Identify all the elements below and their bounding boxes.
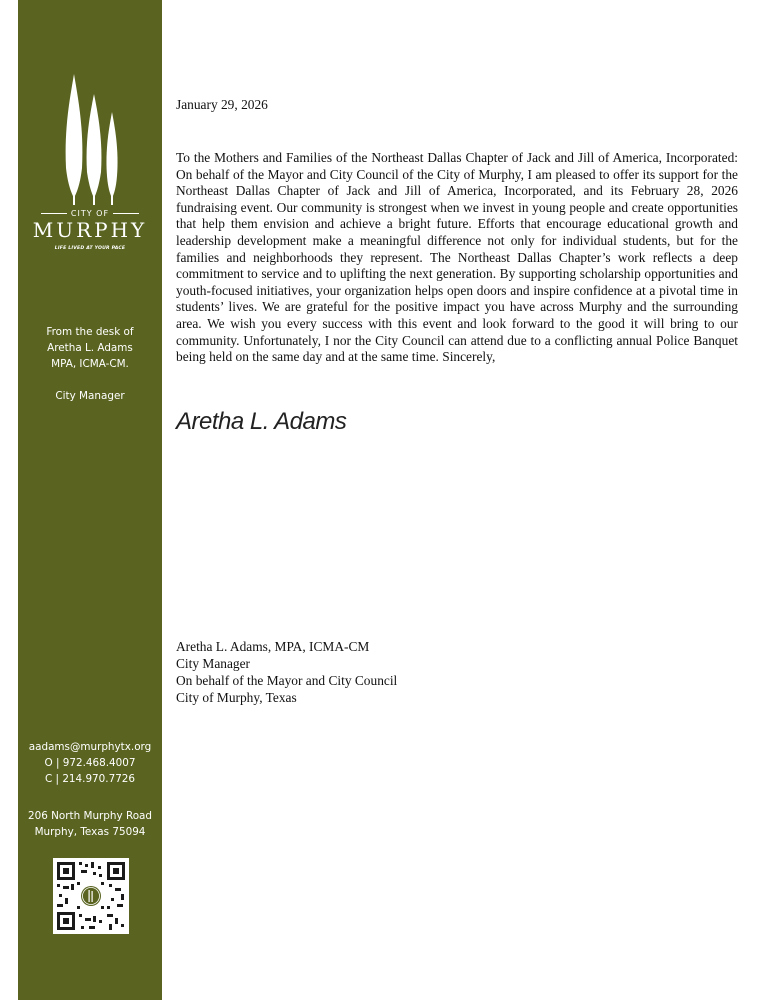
contact-cell-phone[interactable]: C | 214.970.7726 xyxy=(44,773,136,785)
desk-line-2: Aretha L. Adams xyxy=(47,342,133,354)
closing-title: City Manager xyxy=(176,656,251,671)
letter-date: January 29, 2026 xyxy=(176,97,268,112)
contact-email[interactable]: aadams@murphytx.org xyxy=(28,741,152,753)
address-city: Murphy, Texas 75094 xyxy=(34,826,146,838)
closing-name: Aretha L. Adams, MPA, ICMA-CM xyxy=(176,639,370,654)
closing-city: City of Murphy, Texas xyxy=(176,690,297,705)
logo-tagline: LIFE LIVED AT YOUR PACE xyxy=(54,246,126,251)
logo-city-name: MURPHY xyxy=(32,218,148,242)
signature: Aretha L. Adams xyxy=(176,408,347,435)
closing-behalf: On behalf of the Mayor and City Council xyxy=(176,673,398,688)
contact-block xyxy=(18,739,162,787)
letter-body: To the Mothers and Families of the Northeast Dallas Chapter of Jack and Jill of America, Incorporated: On behalf of the Mayor and City Council of the City of Murphy, I am pleased to offer its support for the Northeast Dallas Chapter of Jack and Jill of America, Incorporated, and its February 28, 2026 fundraising event. Our community is strongest when we invest in young people and create opportunities that help them envision and achieve a bright future. Efforts that encourage educational growth and leadership development make a meaningful difference not only for individual students, but for the families and neighborhoods they represent. The Northeast Dallas Chapter’s work reflects a deep commitment to service and to uplifting the next generation. By supporting scholarship opportunities and youth-focused initiatives, your organization helps open doors and inspire confidence at a pivotal time in students’ lives. We are grateful for the positive impact you have across Murphy and the surrounding area. We wish you every success with this event and look forward to the good it will bring to our community. Unfortunately, I nor the City Council can attend due to a conflicting annual Police Banquet being held on the same day and at the same time. Sincerely, xyxy=(176,150,738,365)
desk-title: City Manager xyxy=(55,390,125,402)
address-block xyxy=(18,808,162,840)
desk-line-3: MPA, ICMA-CM. xyxy=(51,358,129,370)
address-street: 206 North Murphy Road xyxy=(27,810,153,822)
desk-block xyxy=(18,324,162,404)
contact-office-phone[interactable]: O | 972.468.4007 xyxy=(44,757,136,769)
sidebar xyxy=(18,0,162,1000)
qr-code-icon[interactable] xyxy=(53,858,129,934)
logo-city-of: CITY OF xyxy=(18,209,162,218)
closing-block xyxy=(176,638,397,706)
desk-line-1: From the desk of xyxy=(46,326,134,338)
cypress-trees-icon xyxy=(50,68,130,208)
